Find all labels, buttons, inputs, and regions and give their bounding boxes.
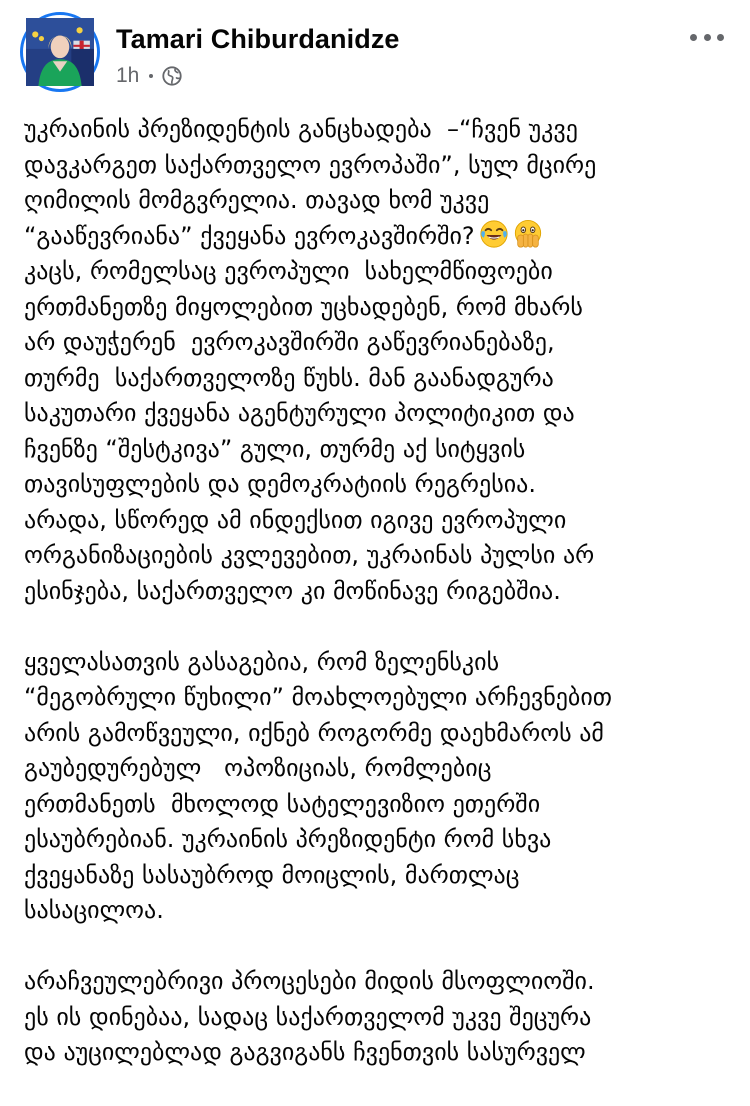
post-text-line: ერთმანეთზე მიყოლებით უცხადებენ, რომ მხარს [24, 292, 583, 321]
post-meta [116, 64, 183, 88]
post-paragraph-3 [24, 964, 730, 1071]
post-text-line: ორგანიზაციების კვლევებით, უკრაინას პულსი არ [24, 541, 595, 569]
post-paragraph-1 [24, 112, 730, 609]
post-text-line: ყველასათვის გასაგებია, რომ ზელენსკის [24, 647, 500, 676]
post-header [0, 0, 750, 100]
post-text-line: დავკარგეთ საქართველო ევროპაში”, სულ მცირე [24, 150, 597, 179]
post-text-line: ღიმილის მომგვრელია. თავად ხომ უკვე [24, 186, 490, 214]
more-horizontal-icon [704, 34, 711, 41]
author-name[interactable]: Tamari Chiburdanidze [116, 24, 400, 54]
post-text-line: “მეგობრული წუხილი” მოახლოებული არჩევნებით [24, 683, 612, 711]
post-text-line: ერთმანეთს მხოლოდ სატელევიზიო ეთერში [24, 789, 541, 818]
post-text-line: და აუცილებლად გაგვიგანს ჩვენთვის სასურველ [24, 1038, 586, 1066]
more-horizontal-icon [717, 34, 724, 41]
profile-photo [26, 18, 94, 86]
post-text-line: არადა, სწორედ ამ ინდექსით იგივე ევროპული [24, 505, 567, 534]
post-text-line: საკუთარი ქვეყანა აგენტურული პოლიტიკით და [24, 399, 575, 427]
post-text-line: ესინჯება, საქართველო კი მოწინავე რიგებშია. [24, 576, 561, 605]
face-with-open-eyes-and-hand-over-mouth-icon [513, 219, 543, 249]
post-text-line: “გააწევრიანა” ქვეყანა ევროკავშირში? [24, 221, 475, 250]
post-text-line: ქვეყანაზე სასაუბროდ მოიცლის, მართლაც [24, 860, 520, 889]
post-timestamp[interactable]: 1h [116, 64, 140, 87]
post-paragraph-2 [24, 645, 730, 929]
post-text-line: გაუბედურებულ ოპოზიციას, რომლებიც [24, 754, 492, 782]
post-text-line: არაჩვეულებრივი პროცესები მიდის მსოფლიოში. [24, 967, 595, 995]
author-avatar[interactable] [20, 12, 100, 92]
post-text-line: ესაუბრებიან. უკრაინის პრეზიდენტი რომ სხვა [24, 825, 552, 853]
post-text-line: ჩვენზე “შესტკივა” გული, თურმე აქ სიტყვის [24, 434, 526, 463]
meta-separator-dot [149, 74, 153, 78]
more-horizontal-icon [690, 34, 697, 41]
face-with-tears-of-joy-icon [479, 219, 509, 249]
post-text-line: თავისუფლების და დემოკრატიის რეგრესია. [24, 470, 536, 498]
post-text-line: უკრაინის პრეზიდენტის განცხადება –“ჩვენ უკვე [24, 115, 578, 143]
post-text-line: სასაცილოა. [24, 896, 164, 924]
post-text-line: თურმე საქართველოზე წუხს. მან გაანადგურა [24, 363, 554, 392]
post-text-line: არ დაუჭერენ ევროკავშირში გაწევრიანებაზე, [24, 328, 555, 356]
globe-icon[interactable] [161, 65, 183, 87]
post-text-line: კაცს, რომელსაც ევროპული სახელმწიფოები [24, 257, 553, 285]
post-body [24, 112, 730, 1106]
post-text-line: ეს ის დინებაა, სადაც საქართველომ უკვე შეცურა [24, 1002, 592, 1031]
post-text-line: არის გამოწვეული, იქნებ როგორმე დაეხმაროს ამ [24, 718, 604, 747]
more-options-button[interactable] [690, 30, 724, 44]
